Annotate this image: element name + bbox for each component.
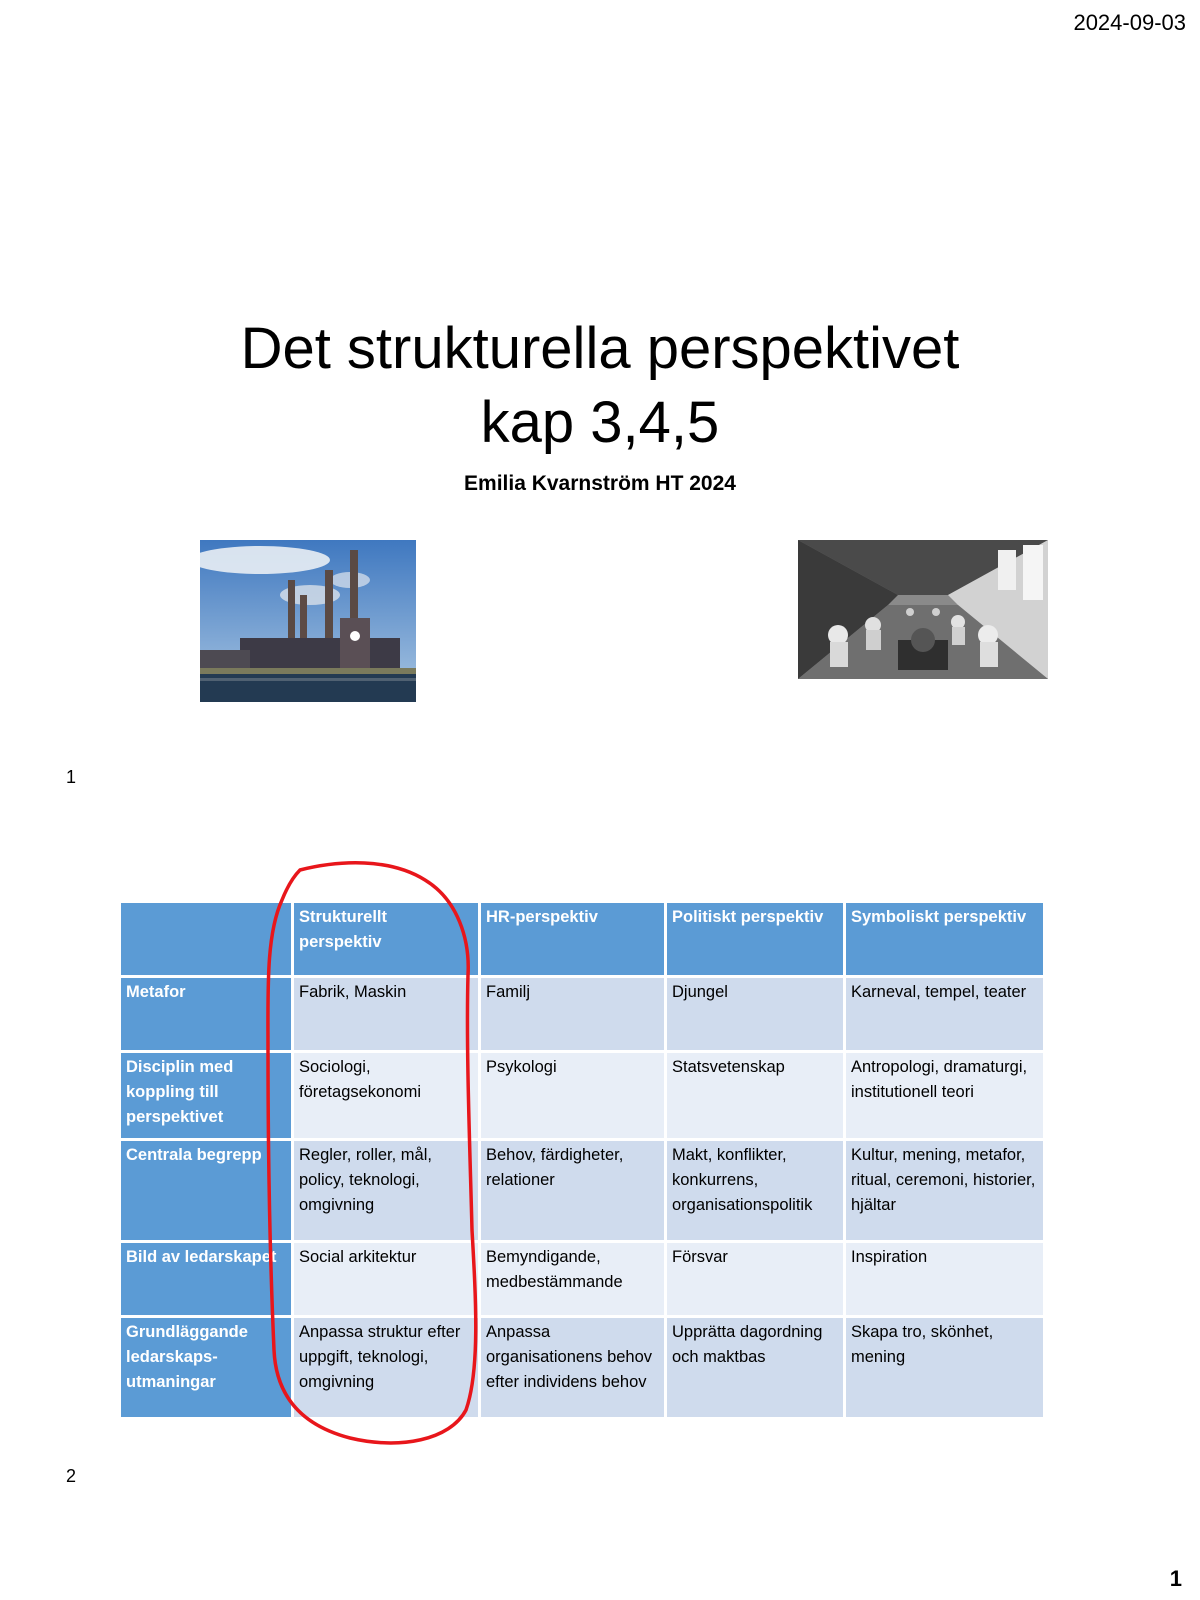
table-cell: Anpassa struktur efter uppgift, teknologi, omgivning: [293, 1317, 480, 1419]
table-cell: Fabrik, Maskin: [293, 977, 480, 1052]
row-label: Grundläggande ledarskaps-utmaningar: [120, 1317, 293, 1419]
table-cell: Försvar: [666, 1242, 845, 1317]
factory-workers-photo: [798, 540, 1048, 679]
table-cell: Behov, färdigheter, relationer: [480, 1140, 666, 1242]
table-cell: Anpassa organisationens behov efter individens behov: [480, 1317, 666, 1419]
slide-number-1: 1: [66, 767, 77, 787]
table-cell: Sociologi, företagsekonomi: [293, 1052, 480, 1140]
document-date: 2024-09-03: [1073, 10, 1186, 35]
table-header-corner: [120, 902, 293, 977]
row-label: Bild av ledarskapet: [120, 1242, 293, 1317]
table-cell: Bemyndigande, medbestämmande: [480, 1242, 666, 1317]
table-cell: Statsvetenskap: [666, 1052, 845, 1140]
table-cell: Upprätta dagordning och maktbas: [666, 1317, 845, 1419]
table-cell: Skapa tro, skönhet, mening: [845, 1317, 1045, 1419]
perspectives-table: [118, 900, 1046, 1420]
table-header-cell: Politiskt perspektiv: [666, 902, 845, 977]
table-row: [120, 1052, 1045, 1140]
row-label: Disciplin med koppling till perspektivet: [120, 1052, 293, 1140]
slide-author: Emilia Kvarnström HT 2024: [464, 472, 736, 495]
power-plant-photo: [200, 540, 416, 702]
table-row: [120, 1242, 1045, 1317]
slide-title-line-1: Det strukturella perspektivet: [240, 316, 960, 381]
row-label: Metafor: [120, 977, 293, 1052]
table-cell: Karneval, tempel, teater: [845, 977, 1045, 1052]
slide-title-line-2: kap 3,4,5: [480, 390, 720, 455]
slide-title: [0, 312, 1200, 460]
table-cell: Antropologi, dramaturgi, institutionell teori: [845, 1052, 1045, 1140]
table-header-cell: Symboliskt perspektiv: [845, 902, 1045, 977]
table-row: [120, 1140, 1045, 1242]
table-cell: Social arkitektur: [293, 1242, 480, 1317]
table-cell: Makt, konflikter, konkurrens, organisationspolitik: [666, 1140, 845, 1242]
table-cell: Regler, roller, mål, policy, teknologi, omgivning: [293, 1140, 480, 1242]
table-header-row: [120, 902, 1045, 977]
table-row: [120, 1317, 1045, 1419]
row-label: Centrala begrepp: [120, 1140, 293, 1242]
table-cell: Familj: [480, 977, 666, 1052]
page-number: 1: [1169, 1566, 1182, 1591]
table-cell: Psykologi: [480, 1052, 666, 1140]
table-cell: Djungel: [666, 977, 845, 1052]
table-header-cell: HR-perspektiv: [480, 902, 666, 977]
table-row: [120, 977, 1045, 1052]
table-cell: Kultur, mening, metafor, ritual, ceremoni, historier, hjältar: [845, 1140, 1045, 1242]
slide-number-2: 2: [66, 1466, 77, 1486]
table-header-cell: Strukturellt perspektiv: [293, 902, 480, 977]
table-cell: Inspiration: [845, 1242, 1045, 1317]
